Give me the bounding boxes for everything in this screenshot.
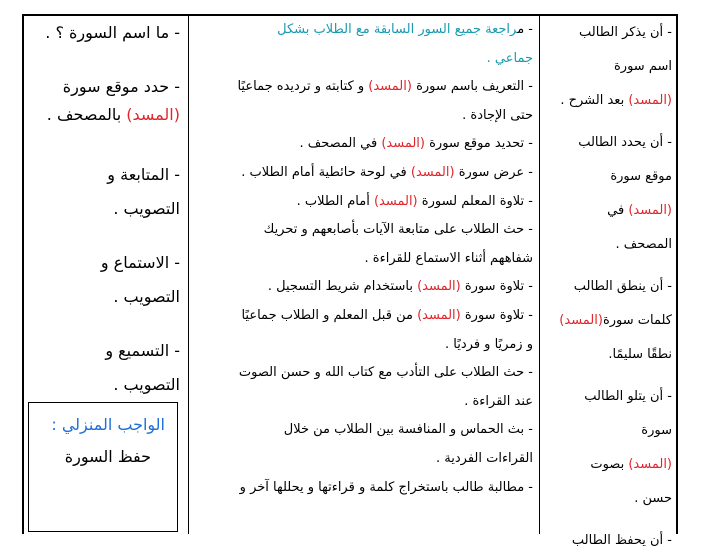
evaluation-text: - المتابعة و bbox=[107, 165, 180, 184]
homework-box bbox=[28, 402, 178, 532]
procedure-text: - حث الطلاب على التأدب مع كتاب الله و حسن الصوت bbox=[238, 365, 533, 381]
procedure-text: - م bbox=[517, 22, 533, 37]
procedure-text: و زمريًا و فرديًا . bbox=[445, 336, 533, 352]
procedure-line bbox=[189, 445, 533, 474]
procedure-line bbox=[189, 16, 533, 45]
surah-name: (المسد) bbox=[417, 307, 461, 323]
evaluation-text: التصويب . bbox=[113, 287, 180, 306]
evaluation-line bbox=[24, 280, 180, 314]
surah-name: (المسد) bbox=[628, 203, 672, 218]
evaluation-text: بالمصحف . bbox=[46, 105, 122, 124]
procedure-line bbox=[189, 302, 533, 331]
objective-text: نطقًا سليمًا. bbox=[608, 347, 672, 362]
evaluation-text: - التسميع و bbox=[105, 341, 180, 360]
procedure-text: - تلاوة سورة bbox=[464, 307, 533, 323]
objective-3-line bbox=[542, 338, 672, 372]
objective-4-line bbox=[542, 380, 672, 414]
objective-3-line bbox=[542, 304, 672, 338]
objective-5-line bbox=[542, 524, 672, 558]
objective-1-line bbox=[542, 16, 672, 50]
objective-1-line bbox=[542, 50, 672, 84]
surah-name: (المسد) bbox=[373, 193, 418, 209]
evaluation-column bbox=[24, 16, 188, 402]
surah-name: (المسد) bbox=[628, 93, 672, 108]
objective-text: - أن يذكر الطالب bbox=[579, 25, 672, 40]
procedure-line bbox=[189, 45, 533, 74]
procedure-text: في لوحة حائطية أمام الطلاب . bbox=[241, 164, 407, 180]
surah-name: (المسد) bbox=[381, 136, 425, 152]
procedure-text: حتى الإجادة . bbox=[462, 107, 533, 123]
objective-2-line bbox=[542, 228, 672, 262]
objective-3-line bbox=[542, 270, 672, 304]
procedure-text: - التعريف باسم سورة bbox=[416, 79, 533, 95]
objective-4-line bbox=[542, 414, 672, 448]
objective-text: موقع سورة bbox=[610, 169, 672, 184]
surah-name: (المسد) bbox=[559, 313, 603, 328]
evaluation-text: - ما اسم السورة ؟ . bbox=[45, 23, 180, 42]
procedure-line bbox=[189, 245, 533, 274]
procedure-text: أمام الطلاب . bbox=[296, 193, 370, 209]
procedure-text: القراءات الفردية . bbox=[436, 450, 533, 466]
evaluation-line bbox=[24, 16, 180, 50]
objective-text: كلمات سورة bbox=[602, 313, 672, 328]
objective-1-line bbox=[542, 84, 672, 118]
procedure-line bbox=[189, 416, 533, 445]
evaluation-line bbox=[24, 246, 180, 280]
evaluation-text: - الاستماع و bbox=[100, 253, 180, 272]
procedure-line bbox=[189, 216, 533, 245]
objective-text: بعد الشرح . bbox=[560, 93, 625, 108]
procedure-line bbox=[189, 130, 533, 159]
procedure-line bbox=[189, 273, 533, 302]
evaluation-line bbox=[24, 368, 180, 402]
surah-name: (المسد) bbox=[628, 457, 672, 472]
objective-text: - أن يحدد الطالب bbox=[578, 135, 672, 150]
objective-text: حسن . bbox=[634, 491, 672, 506]
procedure-line bbox=[189, 102, 533, 131]
procedure-line bbox=[189, 359, 533, 388]
objective-4-line bbox=[542, 448, 672, 482]
surah-name: (المسد) bbox=[417, 279, 461, 295]
procedures-column bbox=[189, 16, 539, 502]
procedure-line bbox=[189, 159, 533, 188]
procedure-text: - حث الطلاب على متابعة الآيات بأصابعهم و تحريك bbox=[263, 222, 533, 238]
evaluation-text: التصويب . bbox=[113, 199, 180, 218]
procedure-text: عند القراءة . bbox=[464, 393, 533, 409]
procedure-line bbox=[189, 188, 533, 217]
procedure-line bbox=[189, 331, 533, 360]
surah-name: (المسد) bbox=[410, 164, 455, 180]
evaluation-line bbox=[24, 334, 180, 368]
objective-4-line bbox=[542, 482, 672, 516]
evaluation-line bbox=[24, 158, 180, 192]
objective-text: بصوت bbox=[590, 457, 625, 472]
lesson-plan-table bbox=[22, 14, 678, 548]
procedure-text: باستخدام شريط التسجيل . bbox=[267, 279, 413, 295]
objective-text: - أن ينطق الطالب bbox=[573, 279, 672, 294]
procedure-line bbox=[189, 474, 533, 503]
procedure-text: في المصحف . bbox=[299, 136, 378, 152]
evaluation-line bbox=[24, 192, 180, 226]
procedure-text: و كتابته و ترديده جماعيًا bbox=[237, 79, 365, 95]
homework-title: الواجب المنزلي : bbox=[51, 415, 165, 434]
procedure-text: - تلاوة سورة bbox=[464, 279, 533, 295]
objective-text: اسم سورة bbox=[614, 59, 672, 74]
evaluation-text: - حدد موقع سورة bbox=[62, 77, 180, 96]
objective-2-line bbox=[542, 160, 672, 194]
objective-text: - أن يحفظ الطالب bbox=[571, 533, 672, 548]
procedure-text: - تحديد موقع سورة bbox=[429, 136, 533, 152]
procedure-text-highlight: جماعي . bbox=[486, 50, 533, 66]
procedure-line bbox=[189, 73, 533, 102]
surah-name: (المسد) bbox=[368, 79, 412, 95]
objective-text: في bbox=[607, 203, 625, 218]
procedure-line bbox=[189, 388, 533, 417]
procedure-text: - تلاوة المعلم لسورة bbox=[421, 193, 533, 209]
procedure-text: - عرض سورة bbox=[458, 164, 533, 180]
procedure-text: شفاههم أثناء الاستماع للقراءة . bbox=[364, 250, 533, 266]
objective-text: - أن يتلو الطالب bbox=[584, 389, 672, 404]
objective-text: سورة bbox=[641, 423, 672, 438]
objective-2-line bbox=[542, 194, 672, 228]
homework-text: حفظ السورة bbox=[64, 447, 151, 466]
objectives-column bbox=[540, 16, 678, 558]
objective-text: المصحف . bbox=[615, 237, 672, 252]
evaluation-line bbox=[24, 98, 180, 132]
evaluation-text: التصويب . bbox=[113, 375, 180, 394]
procedure-text: - بث الحماس و المنافسة بين الطلاب من خلال bbox=[283, 422, 533, 438]
procedure-text: من قبل المعلم و الطلاب جماعيًا bbox=[241, 307, 413, 323]
procedure-text-highlight: راجعة جميع السور السابقة مع الطلاب بشكل bbox=[277, 22, 518, 37]
surah-name: (المسد) bbox=[126, 105, 180, 124]
objective-2-line bbox=[542, 126, 672, 160]
procedure-text: - مطالبة طالب باستخراج كلمة و قراءتها و يحللها آخر و bbox=[239, 479, 533, 495]
